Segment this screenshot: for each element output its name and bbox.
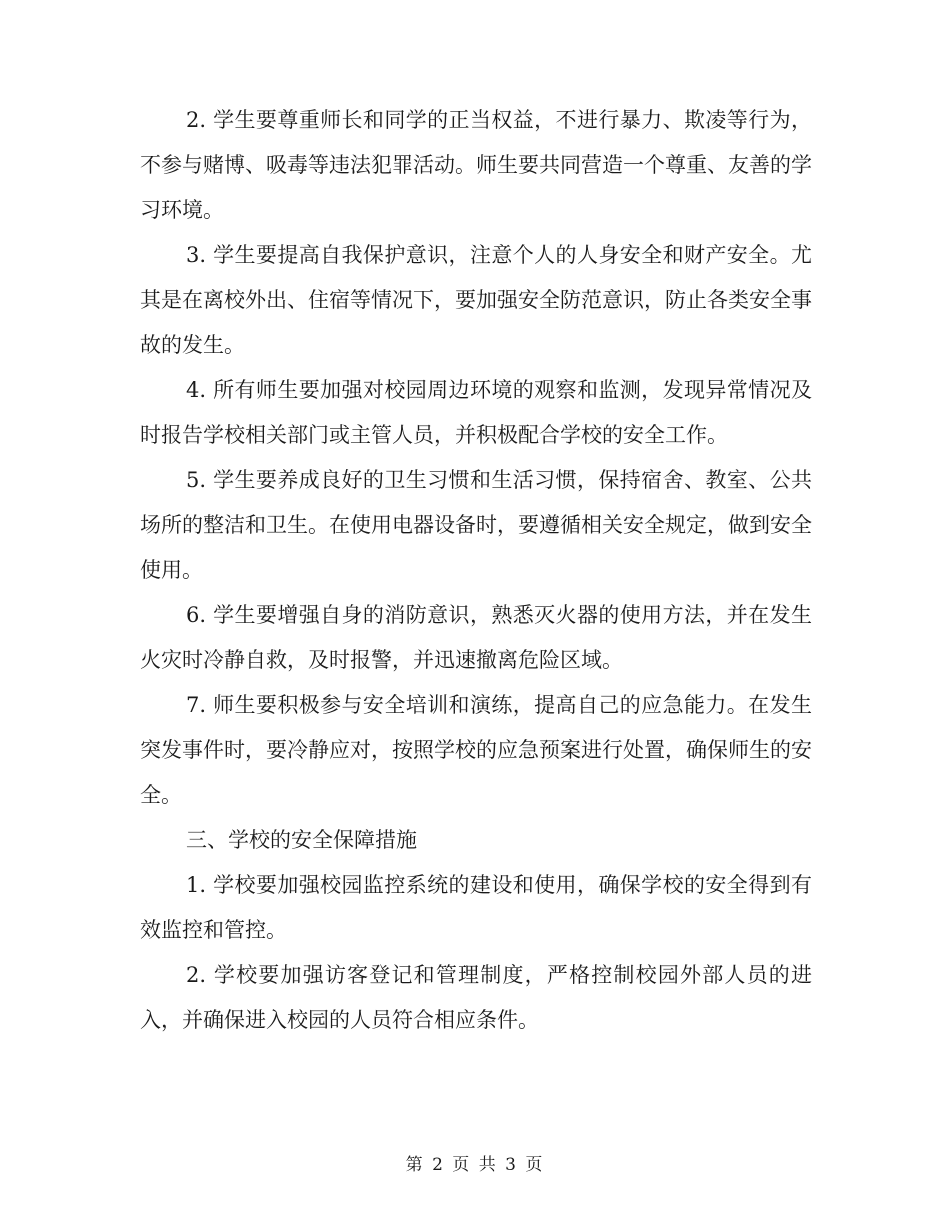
paragraph-rule-3-self-protection: 3. 学生要提高自我保护意识，注意个人的人身安全和财产安全。尤其是在离校外出、住宿等情况下，要加强安全防范意识，防止各类安全事故的发生。 (140, 243, 812, 357)
paragraph-rule-7-emergency-drills: 7. 师生要积极参与安全培训和演练，提高自己的应急能力。在发生突发事件时，要冷静应对，按照学校的应急预案进行处置，确保师生的安全。 (140, 693, 812, 807)
page-number-footer: 第 2 页 共 3 页 (405, 1155, 545, 1175)
paragraph-rule-2-respect: 2. 学生要尊重师长和同学的正当权益，不进行暴力、欺凌等行为，不参与赌博、吸毒等违法犯罪活动。师生要共同营造一个尊重、友善的学习环境。 (140, 108, 812, 222)
paragraph-measure-2-visitor-control: 2. 学校要加强访客登记和管理制度，严格控制校园外部人员的进入，并确保进入校园的人员符合相应条件。 (140, 963, 812, 1032)
document-body (140, 98, 812, 1043)
section-heading-safety-measures: 三、学校的安全保障措施 (186, 828, 417, 852)
paragraph-rule-4-monitoring: 4. 所有师生要加强对校园周边环境的观察和监测，发现异常情况及时报告学校相关部门或主管人员，并积极配合学校的安全工作。 (140, 378, 812, 447)
paragraph-measure-1-surveillance: 1. 学校要加强校园监控系统的建设和使用，确保学校的安全得到有效监控和管控。 (140, 873, 812, 942)
paragraph-rule-6-fire-safety: 6. 学生要增强自身的消防意识，熟悉灭火器的使用方法，并在发生火灾时冷静自救，及时报警，并迅速撤离危险区域。 (140, 603, 812, 672)
paragraph-rule-5-hygiene: 5. 学生要养成良好的卫生习惯和生活习惯，保持宿舍、教室、公共场所的整洁和卫生。在使用电器设备时，要遵循相关安全规定，做到安全使用。 (140, 468, 812, 582)
